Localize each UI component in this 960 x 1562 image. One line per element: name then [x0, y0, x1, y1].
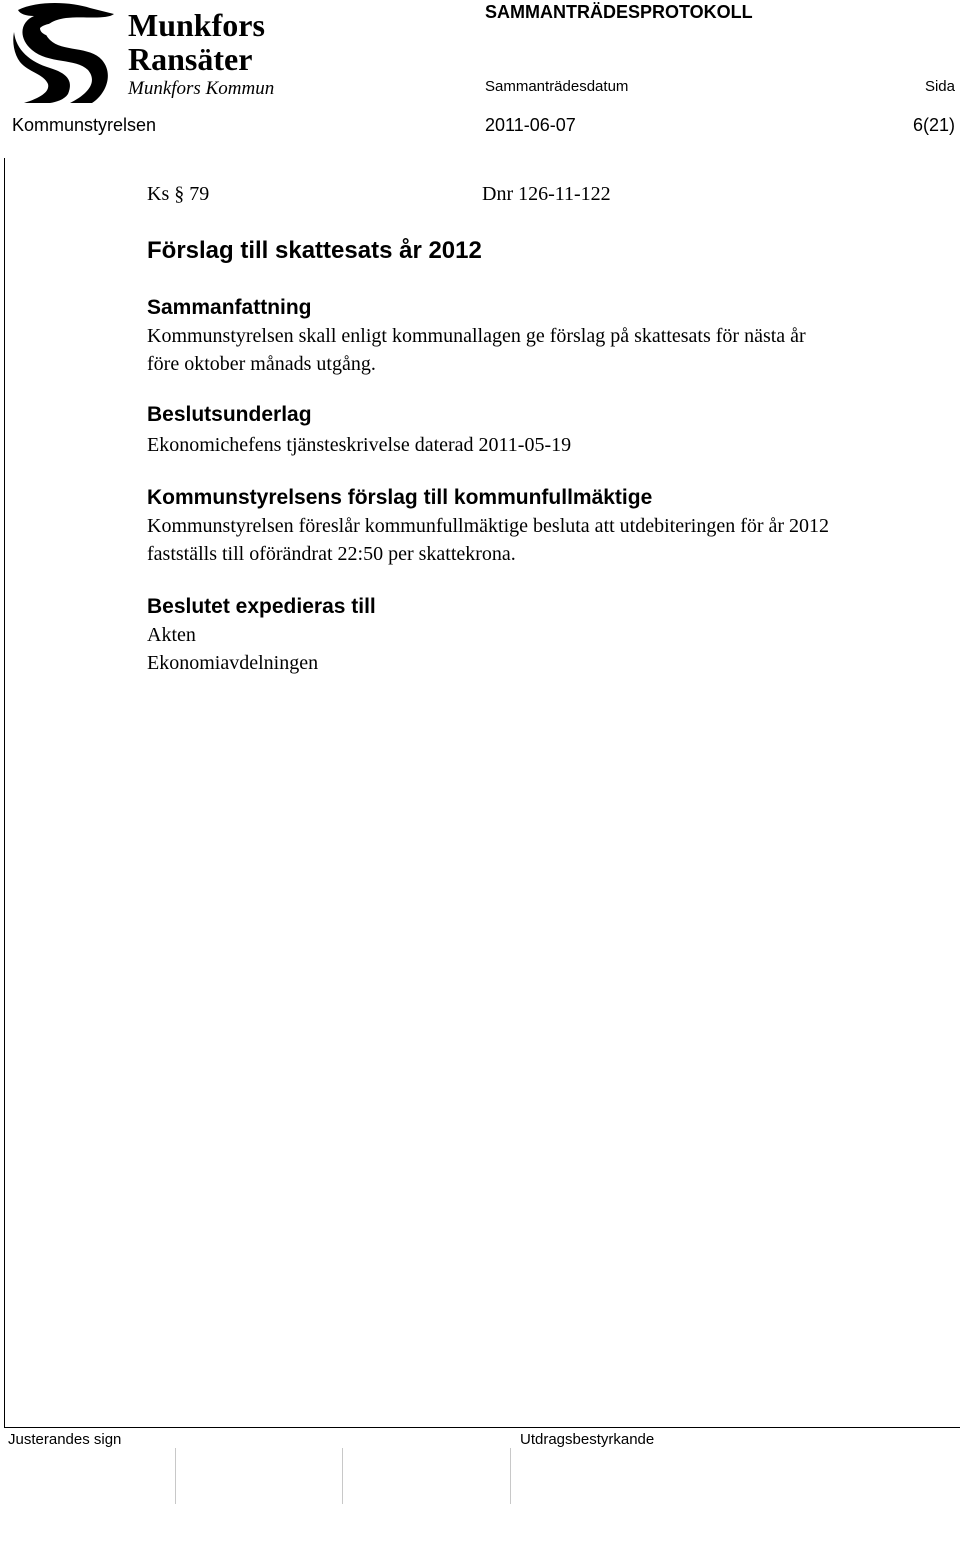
date-label: Sammanträdesdatum — [485, 78, 629, 95]
footer-rule — [4, 1427, 960, 1428]
logo-line3: Munkfors Kommun — [128, 78, 275, 99]
text-line: Kommunstyrelsen skall enligt kommunallagen ge förslag på skattesats för nästa år — [147, 325, 806, 347]
signature-separator — [342, 1448, 343, 1504]
meeting-date: 2011-06-07 — [485, 115, 576, 135]
text-line: Kommunstyrelsen föreslår kommunfullmäktige besluta att utdebiteringen för år 2012 — [147, 515, 830, 537]
munkfors-ransater-logo — [10, 2, 290, 104]
justerandes-sign-label: Justerandes sign — [8, 1431, 122, 1448]
section-heading-summary: Sammanfattning — [147, 296, 312, 319]
text-line: Ekonomiavdelningen — [147, 652, 319, 674]
section-body-basis — [147, 431, 957, 459]
section-heading-distribution: Beslutet expedieras till — [147, 595, 376, 618]
text-line: fastställs till oförändrat 22:50 per skattekrona. — [147, 543, 516, 565]
logo-line2: Ransäter — [128, 41, 253, 77]
page-title: Förslag till skattesats år 2012 — [147, 237, 482, 264]
section-body-proposal — [147, 512, 957, 568]
river-emblem-icon — [13, 3, 114, 103]
committee-name: Kommunstyrelsen — [12, 115, 157, 135]
section-heading-basis: Beslutsunderlag — [147, 403, 312, 426]
case-paragraph: Ks § 79 — [147, 183, 210, 205]
utdragsbestyrkande-label: Utdragsbestyrkande — [520, 1431, 655, 1448]
section-body-distribution — [147, 621, 957, 677]
section-heading-proposal: Kommunstyrelsens förslag till kommunfullmäktige — [147, 486, 653, 509]
case-dnr: Dnr 126-11-122 — [482, 183, 611, 205]
protocol-title: SAMMANTRÄDESPROTOKOLL — [485, 2, 753, 22]
left-margin-rule — [4, 158, 5, 1428]
signature-separator — [510, 1448, 511, 1504]
page-label: Sida — [924, 78, 955, 95]
text-line: Akten — [147, 624, 196, 646]
page-number: 6(21) — [912, 115, 955, 135]
text-line: före oktober månads utgång. — [147, 353, 376, 375]
signature-separator — [175, 1448, 176, 1504]
logo-line1: Munkfors — [128, 7, 265, 43]
section-body-summary — [147, 322, 957, 378]
text-line: Ekonomichefens tjänsteskrivelse daterad 2011-05-19 — [147, 434, 572, 456]
